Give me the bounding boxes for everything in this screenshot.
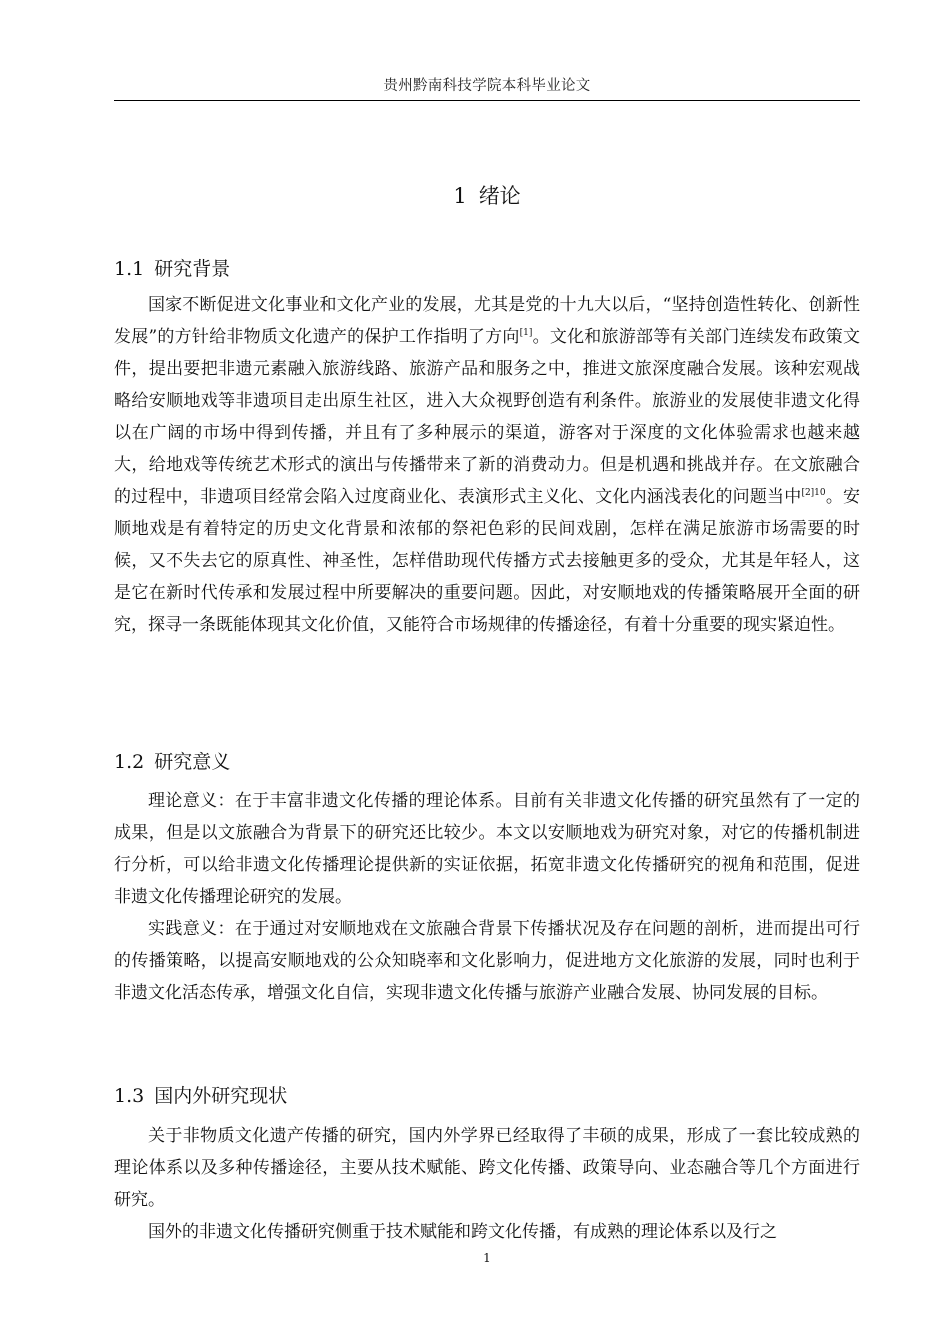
section-number: 1.1 [114,258,145,280]
paragraph-text: 关于非物质文化遗产传播的研究，国内外学界已经取得了丰硕的成果，形成了一套比较成熟的理论体系以及多种传播途径，主要从技术赋能、跨文化传播、政策导向、业态融合等几个方面进行研究。 [114,1126,860,1210]
chapter-number: 1 [453,184,467,208]
paragraph-text: 实践意义：在于通过对安顺地戏在文旅融合背景下传播状况及存在问题的剖析，进而提出可行的传播策略，以提高安顺地戏的公众知晓率和文化影响力，促进地方文化旅游的发展，同时也利于非遗文化活态传承，增强文化自信，实现非遗文化传播与旅游产业融合发展、协同发展的目标。 [114,919,860,1003]
paragraph-text: 理论意义：在于丰富非遗文化传播的理论体系。目前有关非遗文化传播的研究虽然有了一定的成果，但是以文旅融合为背景下的研究还比较少。本文以安顺地戏为研究对象，对它的传播机制进行分析，可以给非遗文化传播理论提供新的实证依据，拓宽非遗文化传播研究的视角和范围，促进非遗文化传播理论研究的发展。 [114,791,860,907]
section-title: 研究背景 [154,258,231,280]
paragraph-theoretical-significance [114,785,860,913]
section-title: 研究意义 [154,751,231,773]
section-heading-1-1 [114,254,230,281]
citation: [2]10 [801,488,826,498]
section-number: 1.3 [114,1085,145,1107]
paragraph-text: 国家不断促进文化事业和文化产业的发展，尤其是党的十九大以后，“坚持创造性转化、创新性发展”的方针给非物质文化遗产的保护工作指明了方向 [114,295,860,347]
section-title: 国内外研究现状 [154,1085,288,1107]
page-number: 1 [483,1251,491,1265]
paragraph-text: 。安顺地戏是有着特定的历史文化背景和浓郁的祭祀色彩的民间戏剧，怎样在满足旅游市场需要的时候，又不失去它的原真性、神圣性，怎样借助现代传播方式去接触更多的受众，尤其是年轻人，这是它在新时代传承和发展过程中所要解决的重要问题。因此，对安顺地戏的传播策略展开全面的研究，探寻一条既能体现其文化价值，又能符合市场规律的传播途径，有着十分重要的现实紧迫性。 [114,487,861,635]
paragraph-research-background [114,289,860,641]
paragraph-text: 国外的非遗文化传播研究侧重于技术赋能和跨文化传播，有成熟的理论体系以及行之 [148,1222,777,1242]
citation: [1] [519,328,533,338]
chapter-title [114,180,860,210]
header-rule [114,100,860,101]
paragraph-practical-significance [114,913,860,1009]
section-heading-1-2 [114,747,230,774]
section-heading-1-3 [114,1081,287,1108]
paragraph-text: 。文化和旅游部等有关部门连续发布政策文件，提出要把非遗元素融入旅游线路、旅游产品和服务之中，推进文旅深度融合发展。该种宏观战略给安顺地戏等非遗项目走出原生社区，进入大众视野创造有利条件。旅游业的发展使非遗文化得以在广阔的市场中得到传播，并且有了多种展示的渠道，游客对于深度的文化体验需求也越来越大，给地戏等传统艺术形式的演出与传播带来了新的消费动力。但是机遇和挑战并存。在文旅融合的过程中，非遗项目经常会陷入过度商业化、表演形式主义化、文化内涵浅表化的问题当中 [114,327,860,507]
paragraph-research-status-foreign [114,1216,860,1248]
section-number: 1.2 [114,751,145,773]
paragraph-research-status-intro [114,1120,860,1216]
running-header: 贵州黔南科技学院本科毕业论文 [383,78,591,94]
chapter-title-text: 绪论 [478,184,521,208]
